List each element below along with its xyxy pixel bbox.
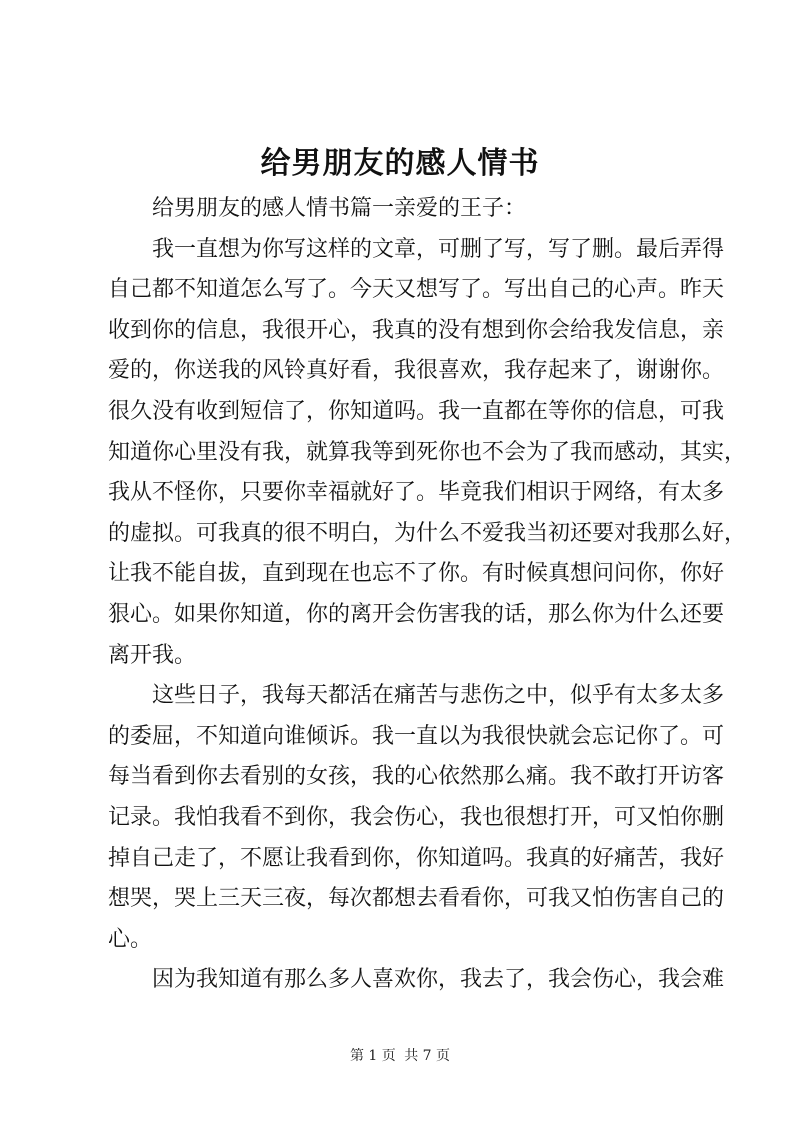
text-line: 爱的，你送我的风铃真好看，我很喜欢，我存起来了，谢谢你。 bbox=[108, 358, 725, 384]
text-line: 狠心。如果你知道，你的离开会伤害我的话，那么你为什么还要 bbox=[108, 601, 725, 627]
text-line: 让我不能自拔，直到现在也忘不了你。有时候真想问问你，你好 bbox=[108, 561, 725, 587]
text-line: 掉自己走了，不愿让我看到你，你知道吗。我真的好痛苦，我好 bbox=[108, 845, 725, 871]
text-line: 知道你心里没有我，就算我等到死你也不会为了我而感动，其实， bbox=[108, 439, 747, 465]
text-line: 收到你的信息，我很开心，我真的没有想到你会给我发信息，亲 bbox=[108, 317, 725, 343]
text-line: 自己都不知道怎么写了。今天又想写了。写出自己的心声。昨天 bbox=[108, 277, 725, 303]
text-line: 我一直想为你写这样的文章，可删了写，写了删。最后弄得 bbox=[152, 236, 725, 262]
document-title: 给男朋友的感人情书 bbox=[260, 146, 540, 181]
page-number: 第 1 页 bbox=[349, 1048, 396, 1064]
paragraph-letter-1 bbox=[108, 230, 747, 677]
text-line: 很久没有收到短信了，你知道吗。我一直都在等你的信息，可我 bbox=[108, 398, 725, 424]
text-line: 我从不怪你，只要你幸福就好了。毕竟我们相识于网络，有太多 bbox=[108, 480, 725, 506]
text-line: 想哭，哭上三天三夜，每次都想去看看你，可我又怕伤害自己的 bbox=[108, 886, 725, 912]
paragraph-intro bbox=[108, 189, 706, 230]
text-line: 给男朋友的感人情书篇一亲爱的王子： bbox=[152, 196, 527, 221]
text-line: 因为我知道有那么多人喜欢你，我去了，我会伤心，我会难 bbox=[152, 967, 725, 993]
text-line: 的委屈，不知道向谁倾诉。我一直以为我很快就会忘记你了。可 bbox=[108, 723, 725, 749]
page-total: 共 7 页 bbox=[404, 1048, 451, 1064]
text-line: 记录。我怕我看不到你，我会伤心，我也很想打开，可又怕你删 bbox=[108, 804, 725, 830]
document-body bbox=[108, 189, 747, 1001]
text-line: 这些日子，我每天都活在痛苦与悲伤之中，似乎有太多太多 bbox=[152, 683, 725, 709]
text-line: 心。 bbox=[108, 926, 153, 952]
text-line: 离开我。 bbox=[108, 642, 197, 668]
text-line: 每当看到你去看别的女孩，我的心依然那么痛。我不敢打开访客 bbox=[108, 764, 725, 790]
paragraph-letter-3 bbox=[108, 960, 725, 1001]
text-line: 的虚拟。可我真的很不明白，为什么不爱我当初还要对我那么好， bbox=[108, 520, 747, 546]
page-footer bbox=[0, 1045, 800, 1065]
paragraph-letter-2 bbox=[108, 676, 725, 960]
